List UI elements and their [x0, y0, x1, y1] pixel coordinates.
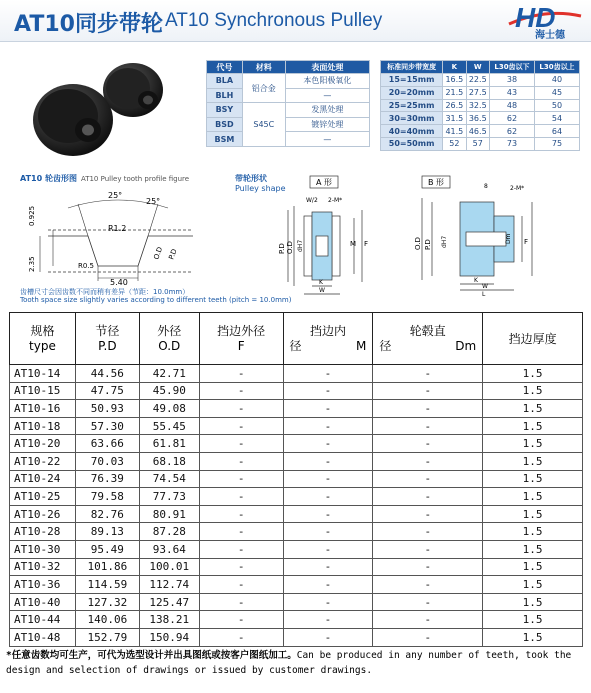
value-cell: -	[199, 576, 283, 594]
type-cell: AT10-26	[10, 505, 76, 523]
header-dm-en: Dm	[455, 338, 477, 353]
value-cell: 1.5	[483, 365, 583, 383]
table-row	[10, 417, 583, 435]
value-cell: 127.32	[75, 593, 139, 611]
treatment-cell: 发黑处理	[285, 103, 369, 118]
value-cell: -	[199, 593, 283, 611]
pulley-shape-title-en: Pulley shape	[235, 184, 286, 193]
shape-a-pd: P.D	[278, 243, 286, 254]
value-cell: -	[283, 523, 373, 541]
type-cell: AT10-15	[10, 382, 76, 400]
value-cell: 41.5	[443, 125, 466, 138]
value-cell: -	[283, 452, 373, 470]
dim-width: 5.40	[110, 278, 128, 287]
table-row	[10, 593, 583, 611]
value-cell: -	[199, 505, 283, 523]
value-cell: 89.13	[75, 523, 139, 541]
header-f-en: F	[237, 338, 245, 353]
footer-note-cn: *任意齿数均可生产，可代为选型设计并出具图纸或按客户图纸加工。	[6, 650, 297, 661]
type-cell: AT10-25	[10, 488, 76, 506]
value-cell: 1.5	[483, 435, 583, 453]
value-cell: 1.5	[483, 540, 583, 558]
tooth-note-cn: 齿槽尺寸会因齿数不同而稍有差异（节距：10.0mm）	[20, 288, 190, 296]
value-cell: 140.06	[75, 611, 139, 629]
header-od-en: O.D	[158, 338, 181, 353]
header-width: 标准同步带宽度	[381, 61, 443, 74]
shape-a-screw: 2-M*	[328, 197, 343, 204]
value-cell: 54	[534, 112, 579, 125]
header-w: W	[466, 61, 489, 74]
value-cell: 64	[534, 125, 579, 138]
value-cell: -	[199, 365, 283, 383]
large-pulley-shape	[33, 84, 113, 156]
shape-b-screw: 2-M*	[510, 185, 525, 192]
shape-b-k: K	[474, 277, 478, 284]
type-cell: AT10-18	[10, 417, 76, 435]
table-row	[207, 132, 370, 147]
value-cell: 21.5	[443, 86, 466, 99]
value-cell: 68.18	[139, 452, 199, 470]
value-cell: -	[373, 523, 483, 541]
table-row	[10, 400, 583, 418]
dim-depth-top: 0.925	[28, 205, 36, 226]
dim-radius-small: R0.5	[78, 262, 94, 270]
type-cell: AT10-40	[10, 593, 76, 611]
pulley-shape-title-cn: 带轮形状	[235, 174, 267, 183]
value-cell: 70.03	[75, 452, 139, 470]
table-row	[381, 137, 580, 150]
shape-a-od: O.D	[286, 241, 294, 254]
width-cell: 20=20mm	[381, 86, 443, 99]
header-flange-od	[199, 313, 283, 365]
value-cell: 26.5	[443, 99, 466, 112]
header-m-line2	[284, 339, 373, 354]
shape-b-od: O.D	[414, 237, 422, 250]
table-row	[10, 382, 583, 400]
width-cell: 30=30mm	[381, 112, 443, 125]
table-row	[10, 611, 583, 629]
pulley-photo-image	[8, 50, 198, 160]
value-cell: 75	[534, 137, 579, 150]
shape-a-w: W	[319, 287, 325, 294]
dim-pd: P.D	[167, 247, 179, 261]
table-row	[381, 86, 580, 99]
shape-b-pd: P.D	[424, 239, 432, 250]
type-cell: AT10-36	[10, 576, 76, 594]
tooth-profile-title	[20, 173, 189, 184]
value-cell: 55.45	[139, 417, 199, 435]
value-cell: 38	[489, 74, 534, 87]
type-cell: AT10-30	[10, 540, 76, 558]
header-flange-thickness: 挡边厚度	[483, 313, 583, 365]
header-pd-cn: 节径	[95, 323, 120, 338]
material-table	[206, 60, 370, 147]
type-cell: AT10-16	[10, 400, 76, 418]
treatment-cell: 镀锌处理	[285, 117, 369, 132]
value-cell: 43	[489, 86, 534, 99]
value-cell: 80.91	[139, 505, 199, 523]
table-row	[10, 576, 583, 594]
table-row	[207, 117, 370, 132]
value-cell: 52	[443, 137, 466, 150]
value-cell: -	[199, 400, 283, 418]
value-cell: 95.49	[75, 540, 139, 558]
tooth-note-en: Tooth space size slightly varies according to different teeth (pitch = 10.0mm)	[20, 296, 292, 304]
value-cell: -	[373, 628, 483, 646]
dim-angle-left: 25°	[108, 191, 123, 200]
value-cell: -	[283, 611, 373, 629]
type-cell: AT10-20	[10, 435, 76, 453]
value-cell: 40	[534, 74, 579, 87]
table-row	[10, 488, 583, 506]
value-cell: -	[283, 382, 373, 400]
table-header-row	[10, 313, 583, 365]
type-cell: AT10-24	[10, 470, 76, 488]
shape-b-f: F	[524, 238, 529, 246]
value-cell: -	[199, 470, 283, 488]
value-cell: 101.86	[75, 558, 139, 576]
header-dm-cn2: 径	[379, 338, 392, 353]
table-row	[10, 435, 583, 453]
value-cell: -	[283, 417, 373, 435]
value-cell: 42.71	[139, 365, 199, 383]
value-cell: 27.5	[466, 86, 489, 99]
header-code: 代号	[207, 61, 243, 74]
value-cell: 46.5	[466, 125, 489, 138]
shape-a-bore: dH7	[297, 239, 304, 252]
tooth-profile-drawing	[28, 186, 208, 286]
table-row	[207, 74, 370, 89]
tooth-profile-title-en: AT10 Pulley tooth profile figure	[80, 175, 190, 183]
table-row	[207, 88, 370, 103]
value-cell: -	[199, 540, 283, 558]
value-cell: 1.5	[483, 417, 583, 435]
value-cell: -	[373, 417, 483, 435]
pulley-shape-title	[235, 173, 286, 193]
value-cell: -	[283, 505, 373, 523]
value-cell: -	[373, 400, 483, 418]
header-m-en: M	[356, 338, 367, 353]
value-cell: 79.58	[75, 488, 139, 506]
header-dm-line2	[373, 339, 482, 354]
value-cell: 138.21	[139, 611, 199, 629]
value-cell: 1.5	[483, 593, 583, 611]
value-cell: 1.5	[483, 452, 583, 470]
dim-depth: 2.35	[28, 256, 36, 272]
type-cell: AT10-28	[10, 523, 76, 541]
table-row	[10, 558, 583, 576]
header-bar	[0, 0, 591, 42]
width-cell: 15=15mm	[381, 74, 443, 87]
header-pd-en: P.D	[98, 338, 117, 353]
value-cell: 87.28	[139, 523, 199, 541]
header-treatment: 表面处理	[285, 61, 369, 74]
value-cell: -	[373, 470, 483, 488]
header-pd	[75, 313, 139, 365]
value-cell: 77.73	[139, 488, 199, 506]
value-cell: 45	[534, 86, 579, 99]
value-cell: 57	[466, 137, 489, 150]
value-cell: 31.5	[443, 112, 466, 125]
code-cell: BSD	[207, 117, 243, 132]
header-m-cn1: 挡边内	[309, 323, 346, 338]
value-cell: 48	[489, 99, 534, 112]
type-cell: AT10-48	[10, 628, 76, 646]
value-cell: 45.90	[139, 382, 199, 400]
footer-note-en: Can be produced in any number of teeth, took the design and selection of drawings or issued by customer drawings.	[6, 650, 572, 676]
shape-a-w2: W/2	[306, 197, 318, 204]
value-cell: 32.5	[466, 99, 489, 112]
value-cell: -	[373, 452, 483, 470]
header-l-above: L30齿以上	[534, 61, 579, 74]
treatment-cell: —	[285, 88, 369, 103]
value-cell: -	[373, 593, 483, 611]
table-row	[381, 74, 580, 87]
table-row	[381, 112, 580, 125]
value-cell: -	[373, 558, 483, 576]
table-row	[207, 103, 370, 118]
width-cell: 50=50mm	[381, 137, 443, 150]
table-row	[10, 470, 583, 488]
shape-a-f: F	[364, 240, 369, 248]
value-cell: -	[199, 558, 283, 576]
header-m-cn2: 径	[289, 338, 302, 353]
material-cell: 铝合金	[242, 74, 285, 103]
value-cell: -	[283, 488, 373, 506]
value-cell: -	[199, 452, 283, 470]
value-cell: 49.08	[139, 400, 199, 418]
header-l-below: L30齿以下	[489, 61, 534, 74]
table-header-row	[207, 61, 370, 74]
header-od	[139, 313, 199, 365]
value-cell: 152.79	[75, 628, 139, 646]
value-cell: 50	[534, 99, 579, 112]
value-cell: -	[373, 435, 483, 453]
shape-b-bore: dH7	[441, 235, 448, 248]
logo-mark: HD	[515, 2, 556, 33]
value-cell: 112.74	[139, 576, 199, 594]
table-row	[381, 125, 580, 138]
value-cell: 1.5	[483, 558, 583, 576]
value-cell: 22.5	[466, 74, 489, 87]
dim-od: O.D	[152, 245, 165, 261]
value-cell: 62	[489, 112, 534, 125]
brand-logo	[505, 2, 585, 40]
value-cell: 1.5	[483, 488, 583, 506]
width-cell: 40=40mm	[381, 125, 443, 138]
code-cell: BSY	[207, 103, 243, 118]
value-cell: -	[283, 470, 373, 488]
shape-a-k: K	[319, 279, 323, 286]
value-cell: 50.93	[75, 400, 139, 418]
value-cell: 114.59	[75, 576, 139, 594]
value-cell: -	[373, 382, 483, 400]
value-cell: -	[373, 505, 483, 523]
value-cell: 16.5	[443, 74, 466, 87]
treatment-cell: —	[285, 132, 369, 147]
header-f-cn: 挡边外径	[217, 323, 266, 338]
value-cell: -	[373, 540, 483, 558]
shape-b-l: L	[482, 291, 486, 298]
treatment-cell: 本色阳极氧化	[285, 74, 369, 89]
header-flange-id	[283, 313, 373, 365]
value-cell: 44.56	[75, 365, 139, 383]
value-cell: 62	[489, 125, 534, 138]
code-cell: BLH	[207, 88, 243, 103]
header-hub-diameter	[373, 313, 483, 365]
value-cell: -	[283, 540, 373, 558]
value-cell: 1.5	[483, 382, 583, 400]
value-cell: 1.5	[483, 400, 583, 418]
value-cell: 57.30	[75, 417, 139, 435]
dim-radius-large: R1.2	[108, 224, 127, 233]
header-material: 材料	[242, 61, 285, 74]
logo-name: 海士德	[535, 30, 565, 41]
table-row	[10, 365, 583, 383]
value-cell: 1.5	[483, 576, 583, 594]
table-row	[10, 452, 583, 470]
value-cell: -	[283, 576, 373, 594]
value-cell: 93.64	[139, 540, 199, 558]
standard-width-table	[380, 60, 580, 151]
title-cn: AT10同步带轮	[14, 12, 163, 37]
value-cell: -	[283, 365, 373, 383]
title-en: AT10 Synchronous Pulley	[165, 10, 383, 31]
shape-b-w: W	[482, 283, 488, 290]
value-cell: 63.66	[75, 435, 139, 453]
value-cell: 125.47	[139, 593, 199, 611]
footer-note	[6, 648, 586, 678]
shape-b-drawing	[412, 176, 542, 296]
value-cell: -	[283, 435, 373, 453]
value-cell: 74.54	[139, 470, 199, 488]
value-cell: 76.39	[75, 470, 139, 488]
value-cell: 1.5	[483, 505, 583, 523]
table-header-row	[381, 61, 580, 74]
value-cell: -	[199, 628, 283, 646]
value-cell: -	[199, 382, 283, 400]
header-od-cn: 外径	[157, 323, 182, 338]
value-cell: -	[373, 611, 483, 629]
width-cell: 25=25mm	[381, 99, 443, 112]
code-cell: BSM	[207, 132, 243, 147]
value-cell: 82.76	[75, 505, 139, 523]
type-cell: AT10-44	[10, 611, 76, 629]
value-cell: 1.5	[483, 470, 583, 488]
shape-b-e: 8	[484, 183, 488, 190]
type-cell: AT10-32	[10, 558, 76, 576]
value-cell: -	[283, 400, 373, 418]
value-cell: -	[199, 488, 283, 506]
type-cell: AT10-14	[10, 365, 76, 383]
shape-a-m: M	[350, 240, 357, 248]
table-row	[10, 540, 583, 558]
value-cell: 1.5	[483, 611, 583, 629]
type-cell: AT10-22	[10, 452, 76, 470]
value-cell: -	[373, 488, 483, 506]
table-row	[381, 99, 580, 112]
small-pulley-shape	[103, 63, 163, 117]
code-cell: BLA	[207, 74, 243, 89]
spec-table	[9, 312, 583, 647]
value-cell: -	[373, 576, 483, 594]
value-cell: 73	[489, 137, 534, 150]
shape-b-dm: Dm	[505, 233, 512, 244]
shape-b-label: B 形	[428, 178, 445, 187]
header-k: K	[443, 61, 466, 74]
dim-angle-right: 25°	[146, 197, 161, 206]
value-cell: 1.5	[483, 628, 583, 646]
value-cell: 47.75	[75, 382, 139, 400]
value-cell: -	[283, 628, 373, 646]
material-cell: S45C	[242, 103, 285, 147]
value-cell: -	[199, 523, 283, 541]
value-cell: 36.5	[466, 112, 489, 125]
value-cell: -	[373, 365, 483, 383]
value-cell: 150.94	[139, 628, 199, 646]
header-type	[10, 313, 76, 365]
value-cell: 100.01	[139, 558, 199, 576]
value-cell: -	[199, 417, 283, 435]
table-row	[10, 628, 583, 646]
value-cell: -	[199, 611, 283, 629]
header-dm-cn1: 轮毂直	[409, 323, 446, 338]
tooth-profile-title-cn: AT10 轮齿形图	[20, 174, 77, 183]
value-cell: -	[199, 435, 283, 453]
shape-a-label: A 形	[316, 178, 333, 187]
value-cell: 61.81	[139, 435, 199, 453]
table-row	[10, 505, 583, 523]
value-cell: -	[283, 558, 373, 576]
value-cell: 1.5	[483, 523, 583, 541]
header-type-cn: 规格	[30, 323, 55, 338]
header-type-en: type	[29, 338, 56, 353]
value-cell: -	[283, 593, 373, 611]
shape-a-drawing	[280, 176, 380, 296]
table-row	[10, 523, 583, 541]
